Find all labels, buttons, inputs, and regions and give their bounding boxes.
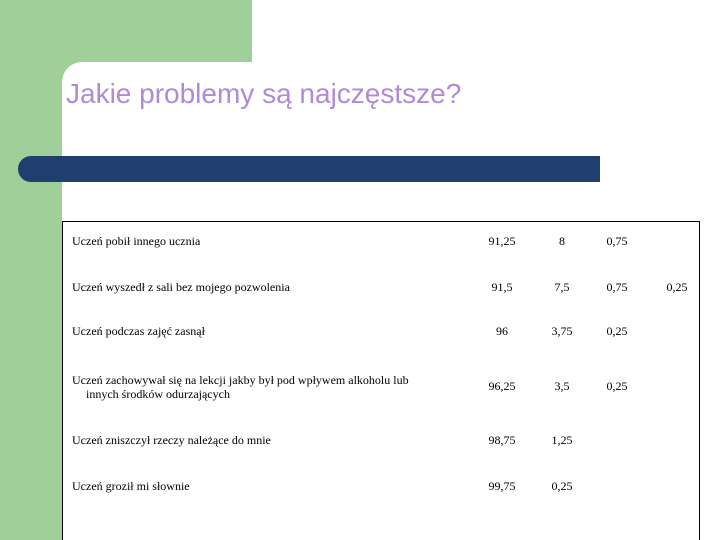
value-col-4: 0,25 (666, 280, 688, 294)
row-label-line-2-wrap (72, 387, 230, 401)
table-row (62, 433, 720, 473)
row-label-line-1: Uczeń zachowywał się na lekcji jakby był pod wpływem alkoholu lub (72, 373, 409, 387)
value-col-2: 1,25 (551, 433, 573, 447)
value-col-2: 8 (559, 234, 565, 248)
row-label: Uczeń pobił innego ucznia (72, 234, 201, 248)
title-divider-bar (18, 156, 600, 182)
value-col-1: 98,75 (488, 433, 516, 447)
value-col-1: 99,75 (488, 479, 516, 493)
table-row (62, 324, 720, 364)
value-col-1: 91,5 (491, 280, 513, 294)
value-col-3: 0,75 (606, 234, 628, 248)
table-row (62, 479, 720, 519)
value-col-2: 7,5 (554, 280, 570, 294)
value-col-2: 0,25 (551, 479, 573, 493)
value-col-2: 3,5 (554, 379, 570, 393)
value-col-1: 96,25 (488, 379, 516, 393)
value-col-1: 96 (496, 324, 508, 338)
value-col-1: 91,25 (488, 234, 516, 248)
table-row (62, 280, 720, 320)
row-label: Uczeń wyszedł z sali bez mojego pozwolenia (72, 280, 290, 294)
value-col-3: 0,75 (606, 280, 628, 294)
value-col-3: 0,25 (606, 324, 628, 338)
row-label-line-2: innych środków odurzających (86, 387, 230, 401)
row-label: Uczeń zniszczył rzeczy należące do mnie (72, 433, 271, 447)
slide-title: Jakie problemy są najczęstsze? (66, 78, 462, 109)
row-label: Uczeń podczas zajęć zasnął (72, 324, 205, 338)
value-col-2: 3,75 (551, 324, 573, 338)
row-label: Uczeń groził mi słownie (72, 479, 190, 493)
table-row (62, 373, 720, 413)
value-col-3: 0,25 (606, 379, 628, 393)
table-row (62, 234, 720, 274)
